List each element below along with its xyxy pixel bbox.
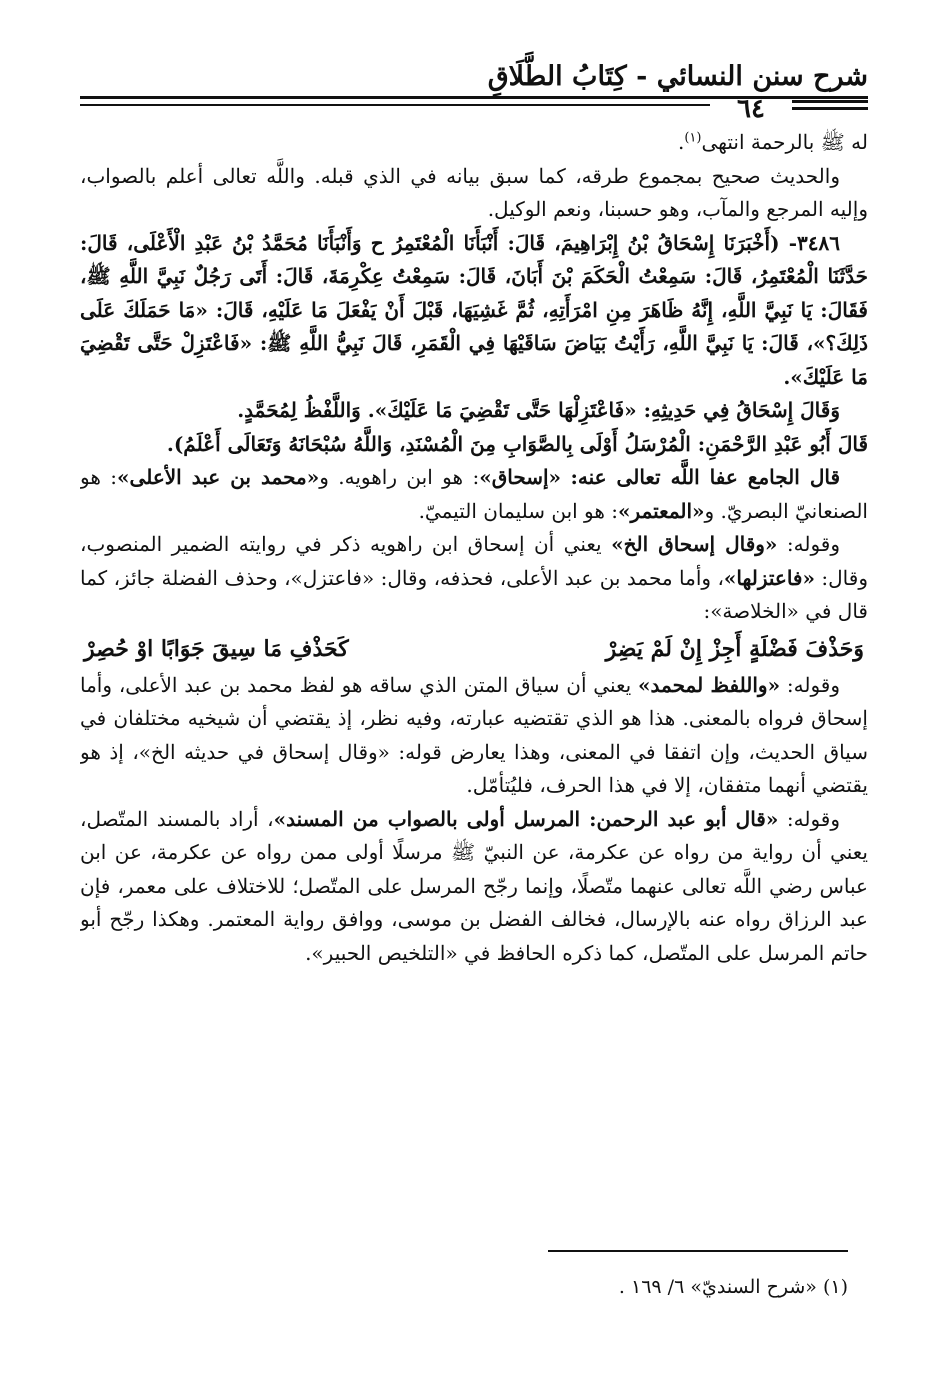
commentary-wording bbox=[80, 669, 868, 803]
term-faatazilha: «فاعتزلها» bbox=[723, 565, 815, 590]
commentary-2-text-0: وقوله: bbox=[777, 532, 841, 556]
commentary-2-text-2: ، وأما محمد بن عبد الأعلى، فحذفه، وقال: «فاعتزل»، وحذف الفضلة جائز، كما قال في «الخلاصة»: bbox=[80, 565, 868, 623]
term-wal-lafz: «واللفظ لمحمد» bbox=[638, 672, 781, 697]
term-ishaq: «إسحاق» bbox=[479, 465, 562, 489]
term-mutamir: «المعتمر» bbox=[618, 498, 705, 523]
paragraph-1-end: . bbox=[677, 130, 685, 154]
hadith-ishaq-wording: وَقَالَ إِسْحَاقُ فِي حَدِيثِهِ: «فَاعْتَزِلْهَا حَتَّى تَقْضِيَ مَا عَلَيْكَ». وَاللَّفْظُ لِمُحَمَّدٍ. bbox=[237, 398, 840, 422]
commentary-narrators bbox=[80, 461, 868, 528]
term-mursal-awla: «قال أبو عبد الرحمن: المرسل أولى بالصواب من المسند» bbox=[273, 806, 779, 831]
paragraph-2: والحديث صحيح بمجموع طرقه، كما سبق بيانه في الذي قبله. واللَّه تعالى أعلم بالصواب، وإليه المرجع والمآب، وهو حسبنا، ونعم الوكيل. bbox=[80, 163, 868, 221]
footnote-ref-1[interactable]: (١) bbox=[684, 130, 702, 146]
verse-second-hemistich: كَحَذْفِ مَا سِيقَ جَوَابًا اوْ حُصِرْ bbox=[84, 635, 349, 662]
paragraph-1-text: له ﷺ بالرحمة انتهى bbox=[701, 130, 868, 154]
commentary-3-text-1: يعني أن سياق المتن الذي ساقه هو لفظ محمد بن عبد الأعلى، وأما إسحاق فرواه بالمعنى. هذا هو الذي تقتضيه عبارته، وفيه نظر، إذ يقتضي أن شيخيه مختلفان في سياق الحديث، وإن اتفقا في المعنى، وهذا يعارض قوله: «وقال إسحاق في حديثه الخ»، إذ هو يقتضي أنهما متفقان، إلا في هذا الحرف، فليُتأمّل. bbox=[80, 672, 868, 797]
hadith-3486: ٣٤٨٦- (أَخْبَرَنَا إِسْحَاقُ بْنُ إِبْرَاهِيمَ، قَالَ: أَنْبَأَنَا الْمُعْتَمِرُ ح وَأَنْبَأَنَا مُحَمَّدُ بْنُ عَبْدِ الْأَعْلَى، قَالَ: حَدَّثَنَا الْمُعْتَمِرُ، قَالَ: سَمِعْتُ الْحَكَمَ بْنَ أَبَانَ، قَالَ: سَمِعْتُ عِكْرِمَةَ، قَالَ: أَتَى رَجُلٌ نَبِيَّ اللَّهِ ﷺ، فَقَالَ: يَا نَبِيَّ اللَّهِ، إِنَّهُ ظَاهَرَ مِنِ امْرَأَتِهِ، ثُمَّ غَشِيَهَا، قَبْلَ أَنْ يَفْعَلَ مَا عَلَيْهِ، قَالَ: «مَا حَمَلَكَ عَلَى ذَلِكَ؟»، قَالَ: يَا نَبِيَّ اللَّهِ، رَأَيْتُ بَيَاضَ سَاقَيْهَا فِي الْقَمَرِ، قَالَ نَبِيُّ اللَّهِ ﷺ: «فَاعْتَزِلْ حَتَّى تَقْضِيَ مَا عَلَيْكَ». bbox=[80, 230, 868, 389]
commentary-4-text-0: وقوله: bbox=[778, 806, 840, 831]
page-number: ٦٤ bbox=[737, 94, 765, 124]
commentary-narrators-text-2: : هو الصنعانيّ البصريّ. و bbox=[80, 465, 868, 523]
page-number-rule-left bbox=[80, 104, 710, 106]
footnote-1: (١) «شرح السنديّ» ٦/ ١٦٩ . bbox=[618, 1276, 848, 1298]
footnote-separator bbox=[548, 1250, 848, 1252]
hadith-abu-abdurrahman: قَالَ أَبُو عَبْدِ الرَّحْمَنِ: الْمُرْسَلُ أَوْلَى بِالصَّوَابِ مِنَ الْمُسْنَدِ، وَاللَّهُ سُبْحَانَهُ وَتَعَالَى أَعْلَمُ). bbox=[166, 431, 868, 456]
paragraph-1 bbox=[80, 126, 868, 160]
commentary-lead: قال الجامع عفا اللَّه تعالى عنه: bbox=[570, 465, 841, 489]
commentary-narrators-text-3: : هو ابن سليمان التيميّ. bbox=[418, 498, 619, 523]
verse-first-hemistich: وَحَذْفَ فَضْلَةٍ أَجِزْ إِنْ لَمْ يَضِرْ bbox=[605, 635, 864, 662]
commentary-3-text-0: وقوله: bbox=[780, 672, 840, 697]
commentary-2-text-1: يعني أن إسحاق ابن راهويه ذكر في روايته الضمير المنصوب، وقال: bbox=[80, 532, 868, 590]
page-number-rule-upper bbox=[792, 100, 868, 103]
page-body bbox=[80, 126, 868, 1236]
commentary-ishaq-wording bbox=[80, 528, 868, 629]
commentary-4-text-1: ، أراد بالمسند المتّصل، يعني أن رواية من رواه عن عكرمة، عن النبيّ ﷺ مرسلًا أولى ممن رواه عن عكرمة، عن ابن عباس رضي اللَّه تعالى عنهما متّصلًا، وإنما رجّح المرسل على المتّصل؛ للاختلاف على معمر، فإن عبد الرزاق رواه عنه بالإرسال، فخالف الفضل بن موسى، ووافق رواية المعتمر. وهكذا رجّح أبو حاتم المرسل على المتّصل، كما ذكره الحافظ في «التلخيص الحبير». bbox=[80, 806, 868, 965]
term-wa-qala-ishaq: «وقال إسحاق الخ» bbox=[611, 532, 778, 556]
poetry-verse bbox=[80, 629, 868, 669]
page-number-rule-lower bbox=[792, 107, 868, 110]
commentary-narrators-text-1: : هو ابن راهويه. و bbox=[319, 465, 480, 489]
commentary-mursal bbox=[80, 803, 868, 971]
running-header-title: شرح سنن النسائي - كِتَابُ الطَّلَاقِ bbox=[487, 61, 868, 92]
term-muhammad: «محمد بن عبد الأعلى» bbox=[117, 465, 320, 489]
